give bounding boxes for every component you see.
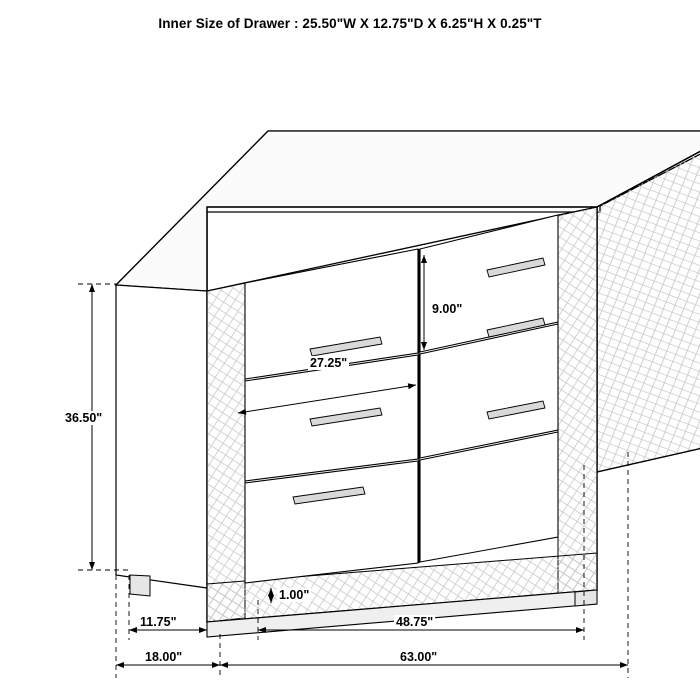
dim-label-width-overall: 63.00" [400,650,438,664]
left-side-panel [116,285,207,588]
dim-label-front-inner-width: 48.75" [396,615,434,629]
dim-label-base-height: 1.00" [279,588,310,602]
dim-label-drawer-width: 27.25" [310,356,348,370]
front-right-stile-texture [558,207,597,594]
dim-label-height-overall: 36.50" [65,411,103,425]
base-foot-right [575,590,597,606]
dim-label-side-depth: 11.75" [140,615,177,629]
dim-label-depth-overall: 18.00" [145,650,183,664]
base-foot-left [130,575,150,596]
drawer-left-bottom [245,461,418,583]
page-title: Inner Size of Drawer : 25.50"W X 12.75"D X 6.25"H X 0.25"T [158,16,542,31]
front-left-stile-texture [207,283,245,622]
dim-label-drawer-height: 9.00" [432,302,463,316]
dresser-body [78,131,700,678]
